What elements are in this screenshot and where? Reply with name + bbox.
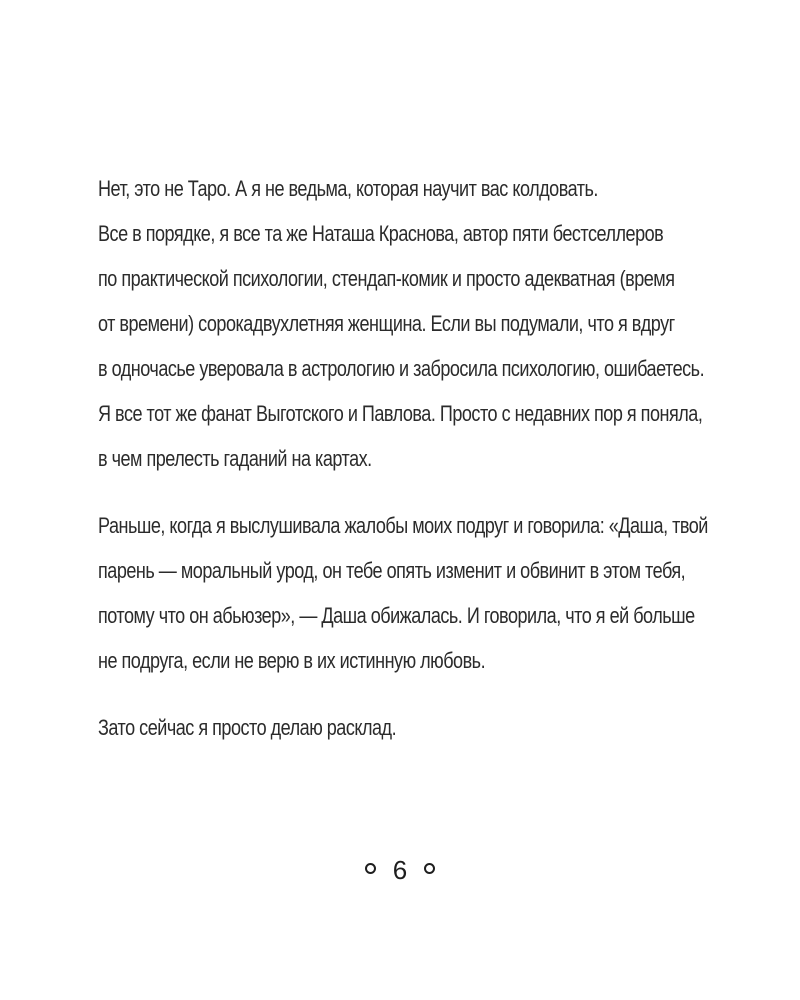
paragraph-spacer — [98, 481, 718, 503]
paragraph-3 — [98, 705, 718, 750]
page-number: 6 — [392, 855, 408, 886]
text-line: не подруга, если не верю в их истинную любовь. — [98, 648, 486, 673]
text-line: парень — моральный урод, он тебе опять изменит и обвинит в этом тебя, — [98, 558, 686, 583]
page-footer — [0, 848, 800, 890]
paragraph-spacer — [98, 683, 718, 705]
text-line: Я все тот же фанат Выготского и Павлова. Просто с недавних пор я поняла, — [98, 401, 703, 426]
paragraph-2 — [98, 503, 718, 683]
circle-ornament-icon — [365, 863, 376, 874]
text-line: Зато сейчас я просто делаю расклад. — [98, 715, 397, 740]
paragraph-1 — [98, 166, 718, 481]
text-line: Раньше, когда я выслушивала жалобы моих подруг и говорила: «Даша, твой — [98, 513, 708, 538]
text-line: в одночасье уверовала в астрологию и забросила психологию, ошибаетесь. — [98, 356, 705, 381]
text-line: Все в порядке, я все та же Наташа Краснова, автор пяти бестселлеров — [98, 221, 664, 246]
text-line: по практической психологии, стендап-комик и просто адекватная (время — [98, 266, 675, 291]
text-line: от времени) сорокадвухлетняя женщина. Если вы подумали, что я вдруг — [98, 311, 675, 336]
text-line: потому что он абьюзер», — Даша обижалась. И говорила, что я ей больше — [98, 603, 695, 628]
text-line: в чем прелесть гаданий на картах. — [98, 446, 372, 471]
body-text — [98, 166, 718, 750]
circle-ornament-icon — [424, 863, 435, 874]
text-line: Нет, это не Таро. А я не ведьма, которая научит вас колдовать. — [98, 176, 598, 201]
